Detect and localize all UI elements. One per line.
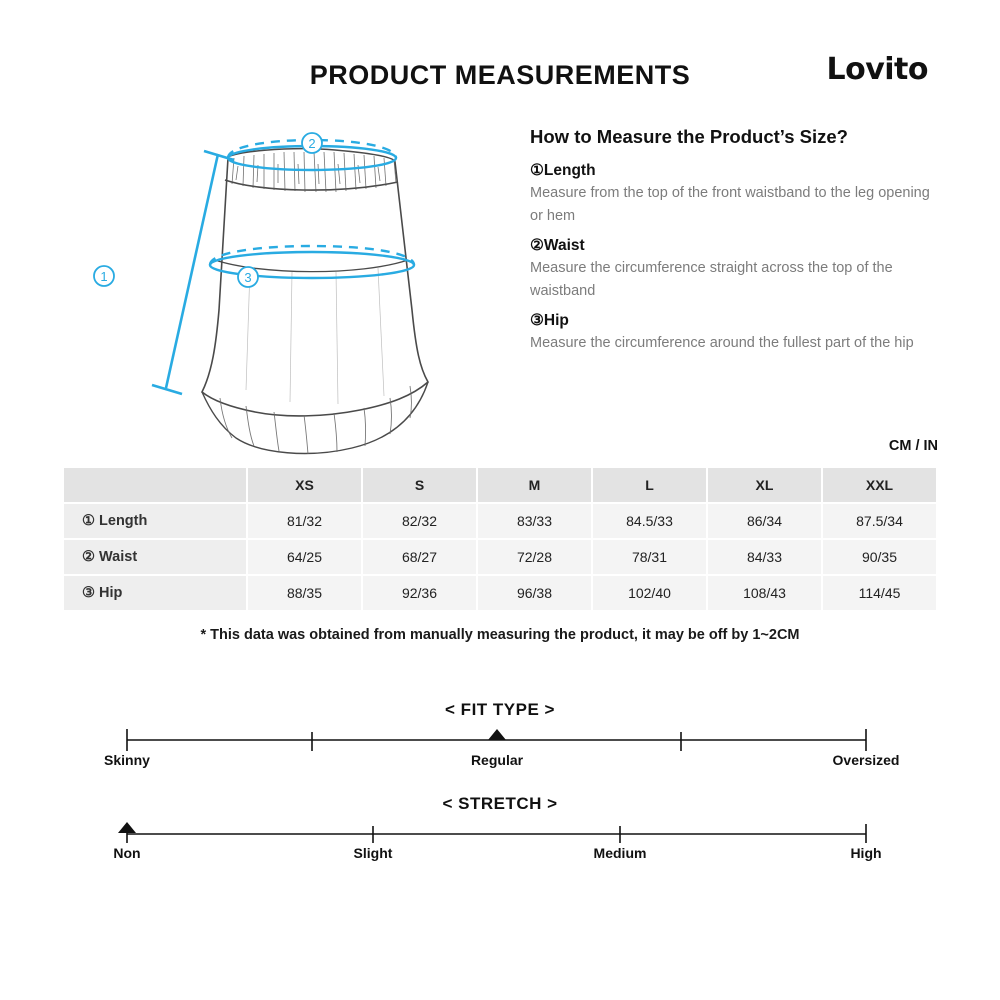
stretch-labels: [0, 845, 1000, 865]
cell-hip-m: 96/38: [477, 575, 592, 611]
stretch-label-medium: Medium: [593, 845, 647, 861]
cell-waist-xl: 84/33: [707, 539, 822, 575]
cell-hip-xxl: 114/45: [822, 575, 937, 611]
how-to-measure-title: How to Measure the Product’s Size?: [530, 126, 848, 147]
svg-text:1: 1: [100, 269, 108, 284]
svg-text:2: 2: [308, 136, 316, 151]
table-col-l: L: [592, 467, 707, 503]
stretch-label-high: High: [850, 845, 882, 861]
measure-length-label: ①Length: [530, 162, 596, 179]
table-col-xs: XS: [247, 467, 362, 503]
row-label-waist: ② Waist: [63, 539, 247, 575]
fit-label-skinny: Skinny: [104, 752, 150, 768]
measure-waist-desc: Measure the circumference straight across the top of the waistband: [530, 259, 893, 300]
table-col-xxl: XXL: [822, 467, 937, 503]
marker-length: [94, 266, 114, 286]
row-label-length: ① Length: [63, 503, 247, 539]
table-row: [63, 575, 937, 611]
size-chart-table: [62, 466, 938, 612]
measurement-note: * This data was obtained from manually measuring the product, it may be off by 1~2CM: [200, 627, 800, 643]
fit-type-labels: [0, 752, 1000, 772]
cell-length-xs: 81/32: [247, 503, 362, 539]
table-col-m: M: [477, 467, 592, 503]
marker-hip: [238, 267, 258, 287]
cell-length-s: 82/32: [362, 503, 477, 539]
brand-logo: Lovito: [826, 52, 928, 87]
table-row: [63, 503, 937, 539]
stretch-label-slight: Slight: [353, 845, 393, 861]
cell-waist-l: 78/31: [592, 539, 707, 575]
table-col-s: S: [362, 467, 477, 503]
how-to-measure-section: [530, 126, 940, 362]
cell-length-l: 84.5/33: [592, 503, 707, 539]
skirt-measurement-illustration: [60, 110, 510, 460]
table-header-row: [63, 467, 937, 503]
svg-text:3: 3: [244, 270, 252, 285]
table-row: [63, 539, 937, 575]
table-col-xl: XL: [707, 467, 822, 503]
cell-waist-s: 68/27: [362, 539, 477, 575]
page-title: PRODUCT MEASUREMENTS: [309, 60, 691, 90]
cell-length-xxl: 87.5/34: [822, 503, 937, 539]
measure-waist-label: ②Waist: [530, 236, 585, 254]
cell-hip-l: 102/40: [592, 575, 707, 611]
cell-waist-m: 72/28: [477, 539, 592, 575]
marker-waist: [302, 133, 322, 153]
cell-waist-xxl: 90/35: [822, 539, 937, 575]
cell-length-xl: 86/34: [707, 503, 822, 539]
table-corner-cell: [63, 467, 247, 503]
measure-hip-label: ③Hip: [530, 311, 569, 329]
cell-hip-xl: 108/43: [707, 575, 822, 611]
row-label-hip: ③ Hip: [63, 575, 247, 611]
cell-waist-xs: 64/25: [247, 539, 362, 575]
fit-label-regular: Regular: [470, 752, 524, 768]
fit-type-title: < FIT TYPE >: [445, 700, 555, 719]
cell-length-m: 83/33: [477, 503, 592, 539]
units-label: CM / IN: [888, 438, 938, 454]
measure-hip-desc: Measure the circumference around the fullest part of the hip: [530, 334, 914, 351]
cell-hip-s: 92/36: [362, 575, 477, 611]
cell-hip-xs: 88/35: [247, 575, 362, 611]
stretch-label-non: Non: [113, 845, 141, 861]
stretch-title: < STRETCH >: [442, 794, 558, 813]
measure-length-desc: Measure from the top of the front waistband to the leg opening or hem: [530, 185, 930, 225]
fit-label-oversized: Oversized: [832, 752, 900, 768]
